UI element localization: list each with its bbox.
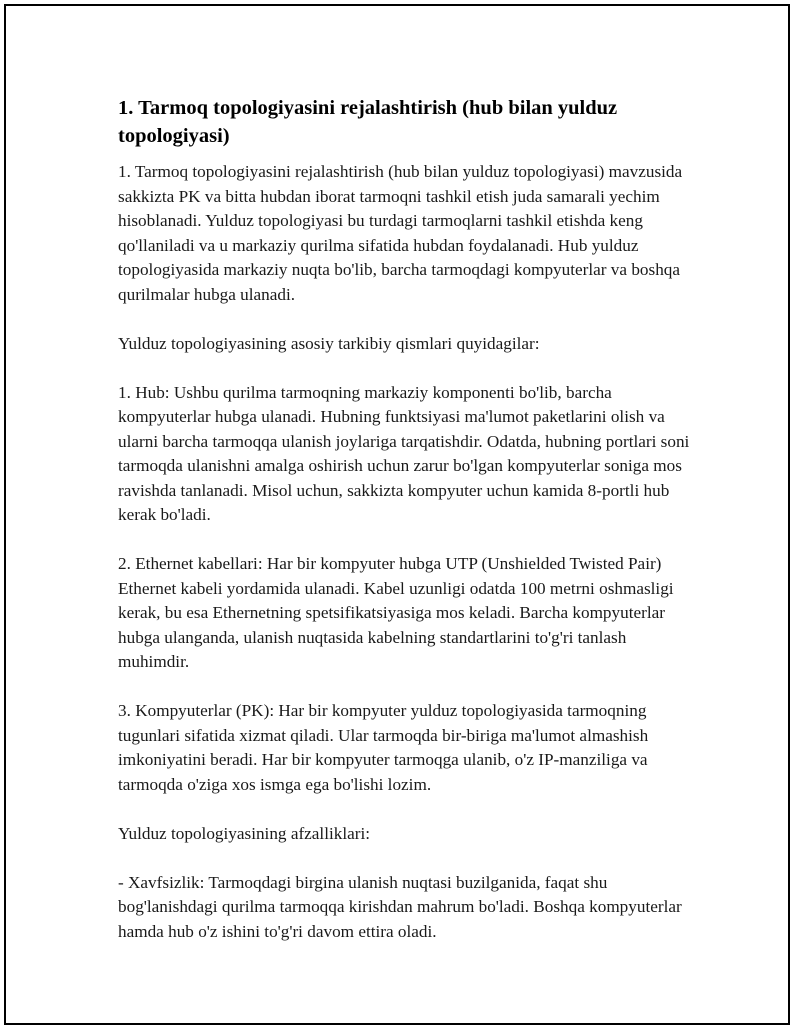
paragraph-computers: 3. Kompyuterlar (PK): Har bir kompyuter yulduz topologiyasida tarmoqning tugunlari sifatida xizmat qiladi. Ular tarmoqda bir-biriga ma'lumot almashish imkoniyatini beradi. Har bir kompyuter tarmoqga ulanib, o'z IP-manziliga va tarmoqda o'ziga xos ismga ega bo'lishi lozim. [118, 701, 649, 794]
document-body [118, 94, 690, 969]
paragraph-advantages-heading: Yulduz topologiyasining afzalliklari: [118, 823, 371, 843]
paragraph-intro: 1. Tarmoq topologiyasini rejalashtirish (hub bilan yulduz topologiyasi) mavzusida sakkizta PK va bitta hubdan iborat tarmoqni tashkil etish juda samarali yechim hisoblanadi. Yulduz topologiyasi bu turdagi tarmoqlarni tashkil etishda keng qo'llaniladi va u markaziy qurilma sifatida hubdan foydalanadi. Hub yulduz topologiyasida markaziy nuqta bo'lib, barcha tarmoqdagi kompyuterlar va boshqa qurilmalar hubga ulanadi. [118, 162, 683, 304]
paragraph-hub: 1. Hub: Ushbu qurilma tarmoqning markaziy komponenti bo'lib, barcha kompyuterlar hubga ulanadi. Hubning funktsiyasi ma'lumot paketlarini olish va ularni barcha tarmoqqa ulanish joylariga tarqatishdir. Odatda, hubning portlari soni tarmoqda ulanishni amalga oshirish uchun zarur bo'lgan kompyuterlar soniga mos ravishda tanlanadi. Misol uchun, sakkizta kompyuter uchun kamida 8-portli hub kerak bo'ladi. [118, 382, 690, 524]
paragraph-security: - Xavfsizlik: Tarmoqdagi birgina ulanish nuqtasi buzilganida, faqat shu bog'lanishdagi qurilma tarmoqqa kirishdan mahrum bo'ladi. Boshqa kompyuterlar hamda hub o'z ishini to'g'ri davom ettira oladi. [118, 872, 682, 941]
paragraph-components-heading: Yulduz topologiyasining asosiy tarkibiy qismlari quyidagilar: [118, 333, 540, 353]
document-title: 1. Tarmoq topologiyasini rejalashtirish (hub bilan yulduz topologiyasi) [118, 97, 618, 147]
paragraph-ethernet-cables: 2. Ethernet kabellari: Har bir kompyuter hubga UTP (Unshielded Twisted Pair) Ethernet kabeli yordamida ulanadi. Kabel uzunligi odatda 100 metrni oshmasligi kerak, bu esa Ethernetning spetsifikatsiyasiga mos keladi. Barcha kompyuterlar hubga ulanganda, ulanish nuqtasida kabelning standartlarini to'g'ri tanlash muhimdir. [118, 554, 674, 671]
